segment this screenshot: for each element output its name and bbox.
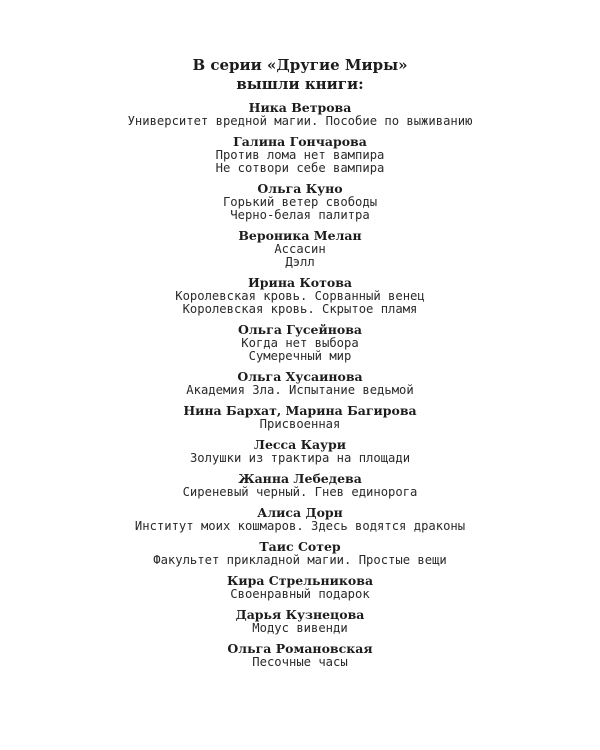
book-title: Университет вредной магии. Пособие по выживанию: [127, 114, 473, 128]
book-title: Горький ветер свободы: [222, 195, 378, 209]
author-entry: [0, 229, 600, 269]
author-entry: [0, 506, 600, 533]
book-title: Против лома нет вампира: [215, 148, 385, 162]
author-entry: [0, 135, 600, 175]
author-name: Вероника Мелан: [238, 228, 362, 243]
series-heading: [0, 56, 600, 94]
author-entry: [0, 323, 600, 363]
book-title: Своенравный подарок: [230, 587, 370, 601]
author-name: Дарья Кузнецова: [235, 607, 365, 622]
author-name: Таис Сотер: [259, 539, 341, 554]
author-name: Ольга Куно: [257, 181, 343, 196]
author-entry: [0, 642, 600, 669]
book-title: Академия Зла. Испытание ведьмой: [186, 383, 414, 397]
book-title: Сумеречный мир: [248, 349, 352, 363]
author-name: Лесса Каури: [253, 437, 347, 452]
author-entry: [0, 182, 600, 222]
author-entry: [0, 101, 600, 128]
author-name: Нина Бархат, Марина Багирова: [183, 403, 417, 418]
author-name: Ольга Хусаинова: [237, 369, 363, 384]
book-title: Сиреневый черный. Гнев единорога: [182, 485, 418, 499]
author-list: [0, 101, 600, 669]
book-title: Черно-белая палитра: [230, 208, 370, 222]
book-title: Когда нет выбора: [241, 336, 359, 350]
series-heading-line-1: В серии «Другие Миры»: [192, 56, 408, 74]
book-title: Королевская кровь. Сорванный венец: [175, 289, 425, 303]
author-name: Галина Гончарова: [233, 134, 367, 149]
author-name: Жанна Лебедева: [238, 471, 362, 486]
series-heading-line-2: вышли книги:: [236, 75, 364, 93]
author-name: Ирина Котова: [248, 275, 352, 290]
author-entry: [0, 540, 600, 567]
book-title: Не сотвори себе вампира: [215, 161, 385, 175]
book-title: Факультет прикладной магии. Простые вещи: [153, 553, 447, 567]
author-name: Ольга Романовская: [227, 641, 373, 656]
author-name: Алиса Дорн: [257, 505, 343, 520]
author-entry: [0, 370, 600, 397]
book-title: Королевская кровь. Скрытое пламя: [182, 302, 418, 316]
author-name: Ника Ветрова: [248, 100, 352, 115]
book-series-page: [0, 56, 600, 676]
author-entry: [0, 404, 600, 431]
book-title: Золушки из трактира на площади: [189, 451, 411, 465]
book-title: Дэлл: [285, 255, 315, 269]
book-title: Модус вивенди: [252, 621, 348, 635]
author-entry: [0, 574, 600, 601]
author-entry: [0, 608, 600, 635]
author-entry: [0, 438, 600, 465]
book-title: Присвоенная: [259, 417, 341, 431]
author-name: Ольга Гусейнова: [237, 322, 363, 337]
book-title: Институт моих кошмаров. Здесь водятся драконы: [134, 519, 466, 533]
book-title: Песочные часы: [252, 655, 348, 669]
author-name: Кира Стрельникова: [226, 573, 374, 588]
author-entry: [0, 472, 600, 499]
book-title: Ассасин: [274, 242, 326, 256]
author-entry: [0, 276, 600, 316]
